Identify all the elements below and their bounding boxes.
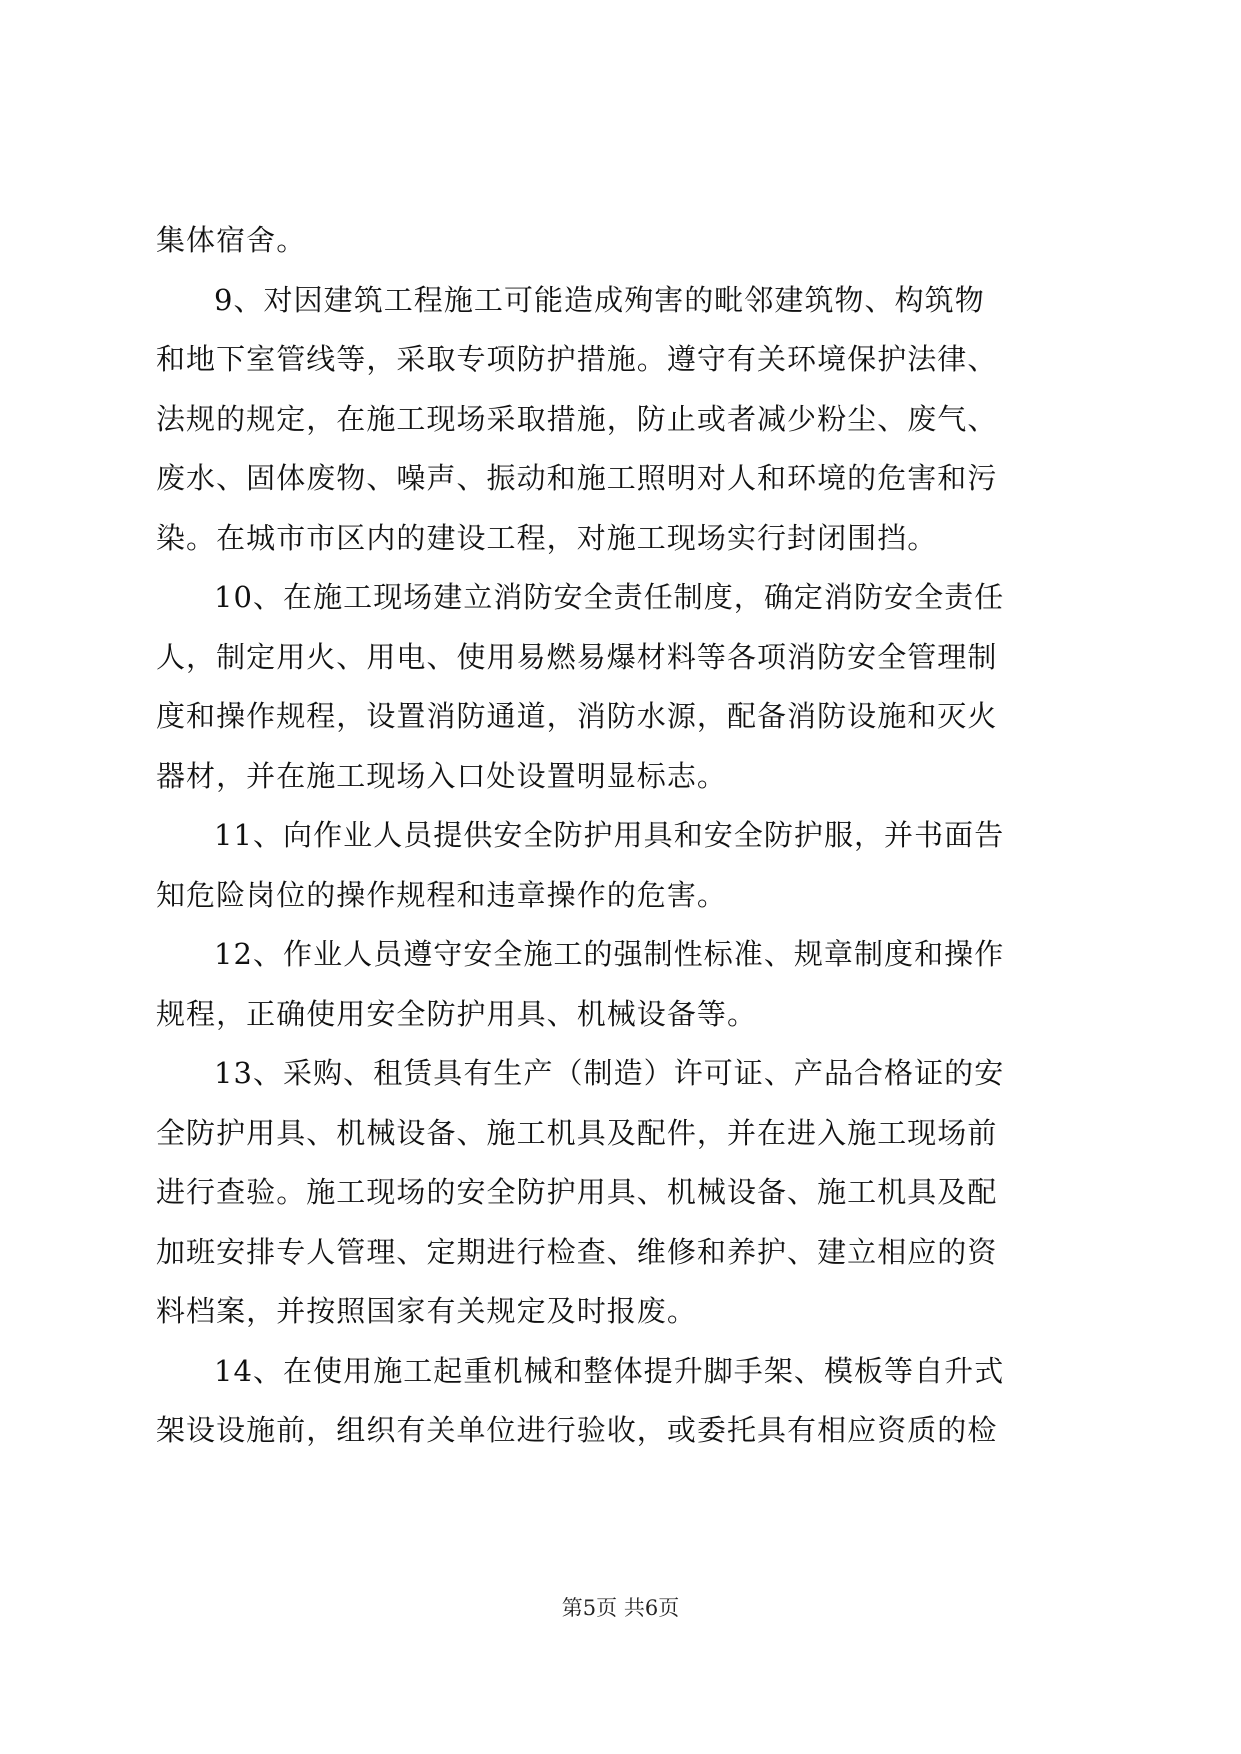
text-line: 全防护用具、机械设备、施工机具及配件，并在进入施工现场前 [156,1116,998,1150]
text-line: 器材，并在施工现场入口处设置明显标志。 [156,759,727,793]
text-line: 架设设施前，组织有关单位进行验收，或委托具有相应资质的检 [156,1413,998,1447]
text-line: 和地下室管线等，采取专项防护措施。遵守有关环境保护法律、 [156,342,998,376]
text-line: 进行查验。施工现场的安全防护用具、机械设备、施工机具及配 [156,1175,998,1209]
text-line: 人，制定用火、用电、使用易燃易爆材料等各项消防安全管理制 [156,640,998,674]
text-line: 度和操作规程，设置消防通道，消防水源，配备消防设施和灭火 [156,699,998,733]
text-line: 废水、固体废物、噪声、振动和施工照明对人和环境的危害和污 [156,461,998,495]
text-line: 加班安排专人管理、定期进行检查、维修和养护、建立相应的资 [156,1235,998,1269]
text-line: 9、对因建筑工程施工可能造成殉害的毗邻建筑物、构筑物 [214,283,985,317]
text-line: 规程，正确使用安全防护用具、机械设备等。 [156,997,758,1031]
text-line: 集体宿舍。 [156,223,307,257]
text-line: 10、在施工现场建立消防安全责任制度，确定消防安全责任 [214,580,1005,614]
text-line: 料档案，并按照国家有关规定及时报废。 [156,1294,697,1328]
text-line: 13、采购、租赁具有生产（制造）许可证、产品合格证的安 [214,1056,1005,1090]
text-line: 知危险岗位的操作规程和违章操作的危害。 [156,878,727,912]
text-line: 11、向作业人员提供安全防护用具和安全防护服，并书面告 [214,818,1005,852]
page-number-footer: 第5页 共6页 [561,1596,680,1620]
text-line: 14、在使用施工起重机械和整体提升脚手架、模板等自升式 [214,1354,1005,1388]
text-line: 染。在城市市区内的建设工程，对施工现场实行封闭围挡。 [156,521,938,555]
text-line: 法规的规定，在施工现场采取措施，防止或者减少粉尘、废气、 [156,402,998,436]
text-line: 12、作业人员遵守安全施工的强制性标准、规章制度和操作 [214,937,1005,971]
